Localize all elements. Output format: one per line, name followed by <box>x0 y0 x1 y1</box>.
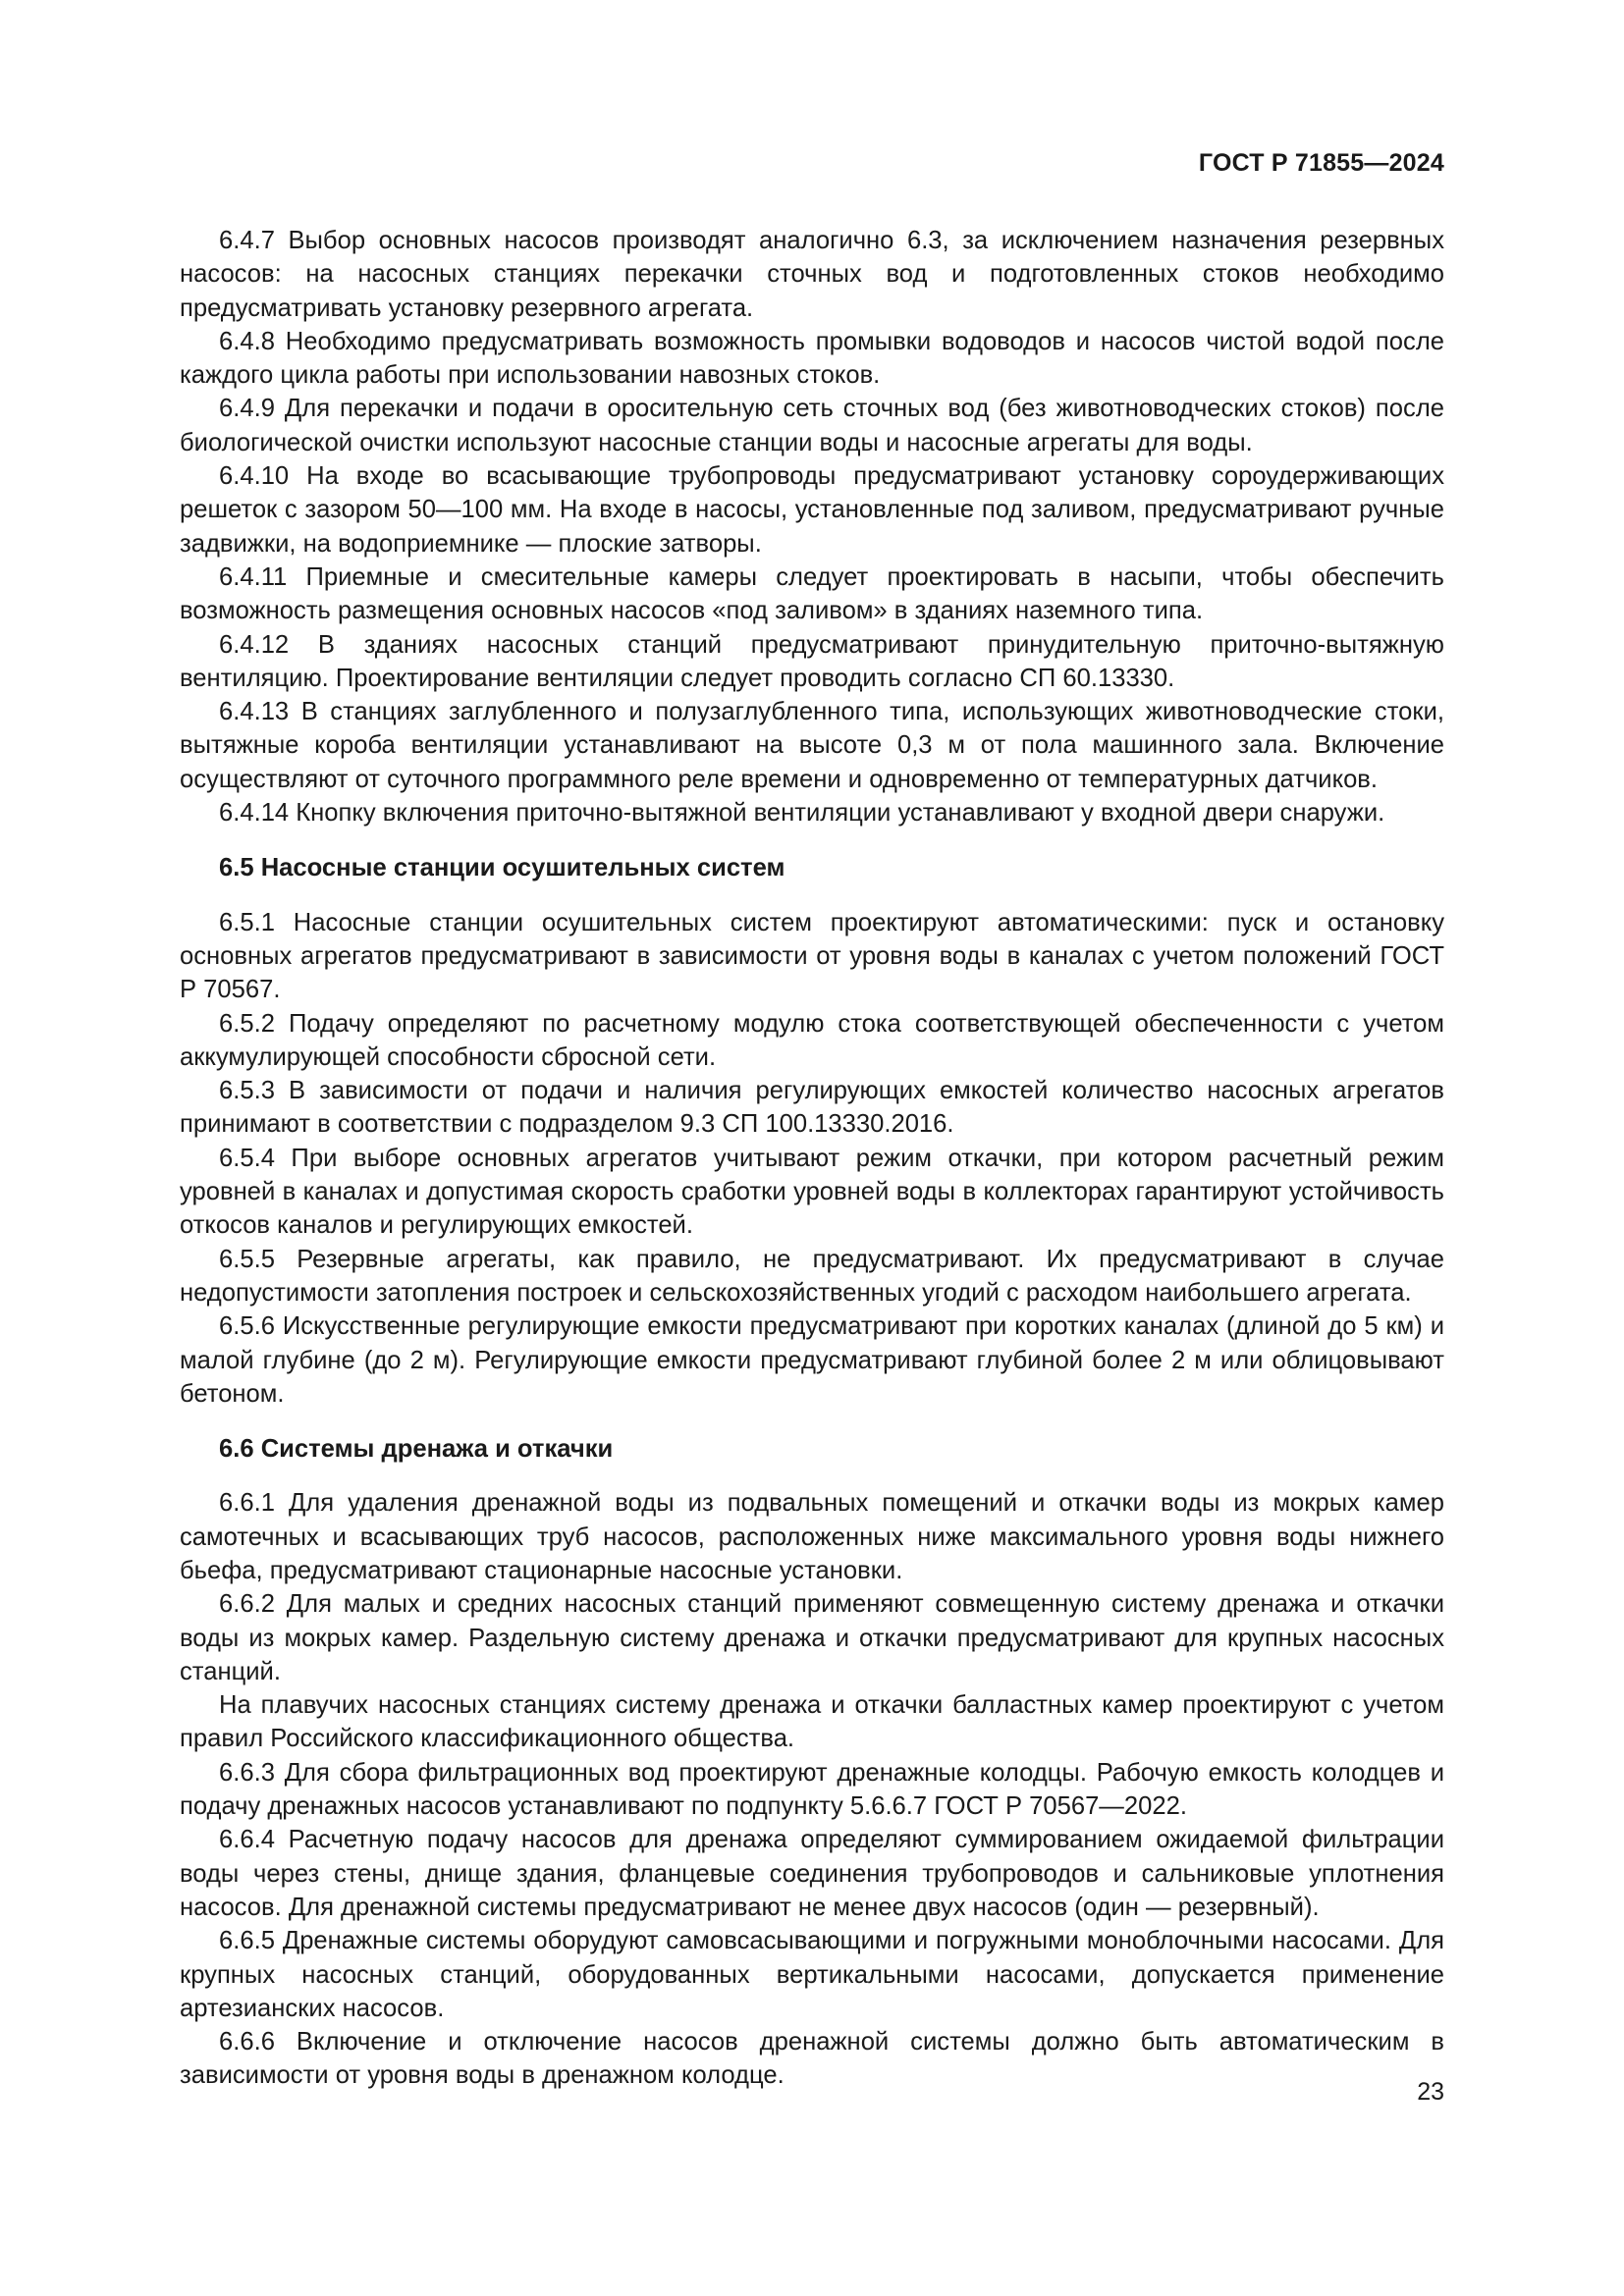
paragraph-6-4-10: 6.4.10 На входе во всасывающие трубопроводы предусматривают установку сороудерживающих решеток с зазором 50—100 мм. На входе в насосы, установленные под заливом, предусматривают ручные задвижки, на водоприемнике — плоские затворы. <box>180 462 1444 558</box>
paragraph-6-4-11: 6.4.11 Приемные и смесительные камеры следует проектировать в насыпи, чтобы обеспечить возможность размещения основных насосов «под заливом» в зданиях наземного типа. <box>180 562 1444 625</box>
paragraph-6-4-7: 6.4.7 Выбор основных насосов производят аналогично 6.3, за исключением назначения резервных насосов: на насосных станциях перекачки сточных вод и подготовленных стоков необходимо предусматривать установку резервного агрегата. <box>180 227 1444 322</box>
paragraph-6-6-3: 6.6.3 Для сбора фильтрационных вод проектируют дренажные колодцы. Рабочую емкость колодцев и подачу дренажных насосов устанавливают по подпункту 5.6.6.7 ГОСТ Р 70567—2022. <box>180 1758 1444 1821</box>
paragraph-6-5-6: 6.5.6 Искусственные регулирующие емкости предусматривают при коротких каналах (длиной до 5 км) и малой глубине (до 2 м). Регулирующие емкости предусматривают глубиной более 2 м или облицовывают бетоном. <box>180 1312 1444 1408</box>
section-heading-6-6: 6.6 Системы дренажа и откачки <box>219 1435 614 1464</box>
paragraph-6-6-6: 6.6.6 Включение и отключение насосов дренажной системы должно быть автоматическим в зависимости от уровня воды в дренажном колодце. <box>180 2028 1444 2090</box>
paragraph-6-5-3: 6.5.3 В зависимости от подачи и наличия регулирующих емкостей количество насосных агрегатов принимают в соответствии с подразделом 9.3 СП 100.13330.2016. <box>180 1077 1444 1139</box>
paragraph-6-5-2: 6.5.2 Подачу определяют по расчетному модулю стока соответствующей обеспеченности с учетом аккумулирующей способности сбросной сети. <box>180 1009 1444 1071</box>
document-body <box>180 224 1444 2093</box>
paragraph-6-6-2: 6.6.2 Для малых и средних насосных станций применяют совмещенную систему дренажа и откачки воды из мокрых камер. Раздельную систему дренажа и откачки предусматривают для крупных насосных станций. <box>180 1590 1444 1685</box>
paragraph-6-6-5: 6.6.5 Дренажные системы оборудуют самовсасывающими и погружными моноблочными насосами. Для крупных насосных станций, оборудованных вертикальными насосами, допускается применение артезианских насосов. <box>180 1927 1444 2022</box>
paragraph-6-6-1: 6.6.1 Для удаления дренажной воды из подвальных помещений и откачки воды из мокрых камер самотечных и всасывающих труб насосов, расположенных ниже максимального уровня воды нижнего бьефа, предусматривают стационарные насосные установки. <box>180 1489 1444 1584</box>
paragraph-6-5-4: 6.5.4 При выборе основных агрегатов учитывают режим откачки, при котором расчетный режим уровней в каналах и допустимая скорость сработки уровней воды в коллекторах гарантируют устойчивость откосов каналов и регулирующих емкостей. <box>180 1144 1444 1240</box>
document-designation: ГОСТ Р 71855—2024 <box>1198 149 1444 177</box>
page-number: 23 <box>1417 2078 1444 2106</box>
paragraph-6-4-12: 6.4.12 В зданиях насосных станций предусматривают принудительную приточно-вытяжную вентиляцию. Проектирование вентиляции следует проводить согласно СП 60.13330. <box>180 630 1444 692</box>
paragraph-6-5-5: 6.5.5 Резервные агрегаты, как правило, не предусматривают. Их предусматривают в случае недопустимости затопления построек и сельскохозяйственных угодий с расходом наибольшего агрегата. <box>180 1245 1444 1307</box>
paragraph-6-5-1: 6.5.1 Насосные станции осушительных систем проектируют автоматическими: пуск и остановку основных агрегатов предусматривают в зависимости от уровня воды в каналах с учетом положений ГОСТ Р 70567. <box>180 908 1444 1004</box>
paragraph-6-4-8: 6.4.8 Необходимо предусматривать возможность промывки водоводов и насосов чистой водой после каждого цикла работы при использовании навозных стоков. <box>180 327 1444 390</box>
paragraph-6-4-13: 6.4.13 В станциях заглубленного и полузаглубленного типа, использующих животноводческие стоки, вытяжные короба вентиляции устанавливают на высоте 0,3 м от пола машинного зала. Включение осуществляют от суточного программного реле времени и одновременно от температурных датчиков. <box>180 698 1444 793</box>
section-heading-6-5: 6.5 Насосные станции осушительных систем <box>219 854 785 882</box>
paragraph-6-6-4: 6.6.4 Расчетную подачу насосов для дренажа определяют суммированием ожидаемой фильтрации воды через стены, днище здания, фланцевые соединения трубопроводов и сальниковые уплотнения насосов. Для дренажной системы предусматривают не менее двух насосов (один — резервный). <box>180 1826 1444 1921</box>
paragraph-6-4-9: 6.4.9 Для перекачки и подачи в оросительную сеть сточных вод (без животноводческих стоков) после биологической очистки используют насосные станции воды и насосные агрегаты для воды. <box>180 395 1444 456</box>
paragraph-6-4-14: 6.4.14 Кнопку включения приточно-вытяжной вентиляции устанавливают у входной двери снаружи. <box>219 799 1385 828</box>
paragraph-floating-stations: На плавучих насосных станциях систему дренажа и откачки балластных камер проектируют с учетом правил Российского классификационного общества. <box>180 1691 1444 1753</box>
